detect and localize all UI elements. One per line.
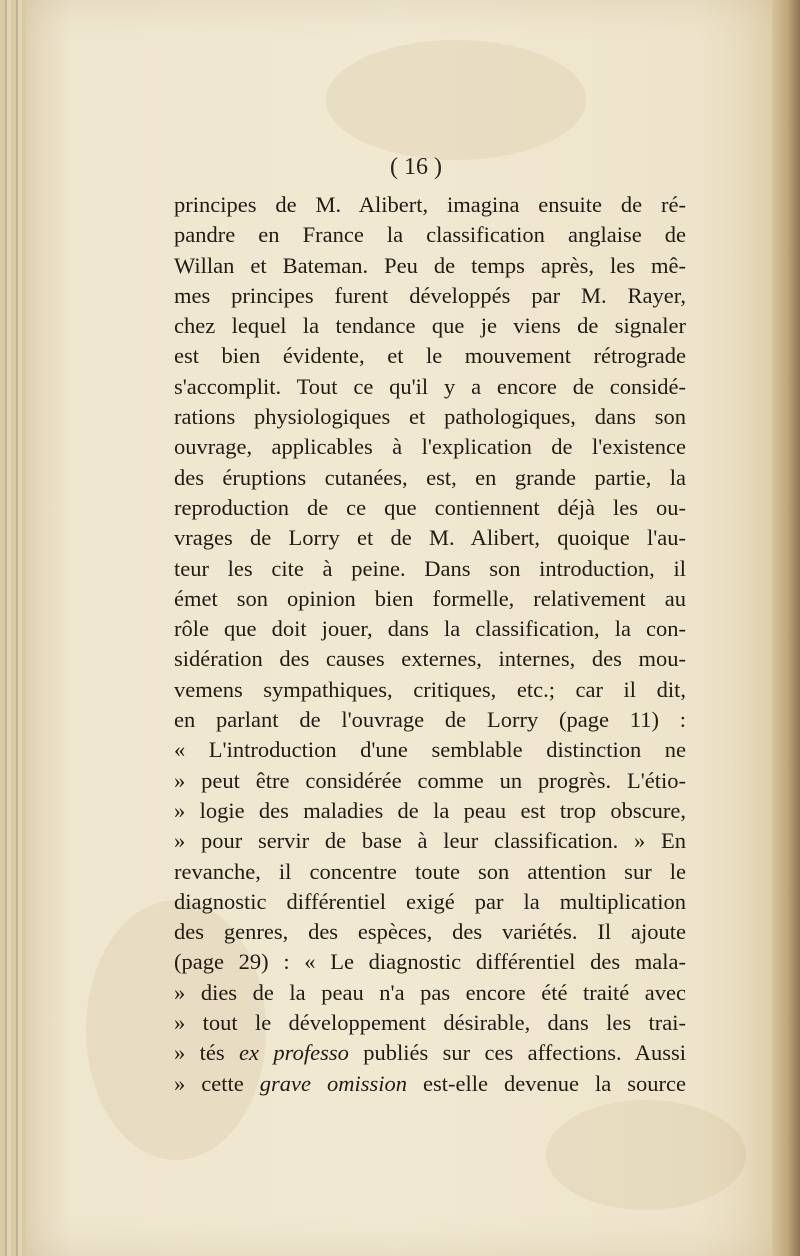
page-stack-edge-right bbox=[772, 0, 800, 1256]
text-segment: » cette bbox=[174, 1070, 260, 1096]
text-line: sidération des causes externes, internes, des mou- bbox=[174, 646, 686, 672]
italic-phrase: grave omission bbox=[259, 1070, 408, 1096]
text-line-with-italic bbox=[174, 1069, 686, 1099]
text-line: » dies de la peau n'a pas encore été traité avec bbox=[174, 979, 686, 1005]
page-number: ( 16 ) bbox=[390, 154, 442, 180]
text-line: Willan et Bateman. Peu de temps après, les mê- bbox=[174, 252, 686, 278]
paper-stain bbox=[546, 1100, 746, 1210]
text-line: teur les cite à peine. Dans son introduction, il bbox=[174, 555, 686, 581]
text-line: en parlant de l'ouvrage de Lorry (page 11) : bbox=[174, 707, 686, 733]
text-line: reproduction de ce que contiennent déjà les ou- bbox=[174, 494, 686, 520]
text-line-with-italic bbox=[174, 1038, 686, 1068]
text-line: ouvrage, applicables à l'explication de l'existence bbox=[174, 434, 686, 460]
text-line: » logie des maladies de la peau est trop obscure, bbox=[174, 797, 686, 823]
paper-stain bbox=[326, 40, 586, 160]
text-line: revanche, il concentre toute son attention sur le bbox=[174, 858, 686, 884]
text-segment: » tés bbox=[174, 1040, 240, 1066]
text-line: mes principes furent développés par M. Rayer, bbox=[174, 282, 686, 308]
text-line: est bien évidente, et le mouvement rétrograde bbox=[174, 343, 686, 369]
text-line: » pour servir de base à leur classification. » En bbox=[174, 828, 686, 854]
text-line: rations physiologiques et pathologiques, dans son bbox=[174, 404, 686, 430]
body-text bbox=[174, 190, 686, 1099]
text-line: vemens sympathiques, critiques, etc.; car il dit, bbox=[174, 676, 686, 702]
text-segment: publiés sur ces affections. Aussi bbox=[348, 1040, 686, 1066]
text-line: diagnostic différentiel exigé par la multiplication bbox=[174, 888, 686, 914]
text-line: s'accomplit. Tout ce qu'il y a encore de considé- bbox=[174, 373, 686, 399]
text-line: (page 29) : « Le diagnostic différentiel des mala- bbox=[174, 949, 686, 975]
text-line: » peut être considérée comme un progrès. L'étio- bbox=[174, 767, 686, 793]
text-line: des éruptions cutanées, est, en grande partie, la bbox=[174, 464, 686, 490]
text-line: rôle que doit jouer, dans la classification, la con- bbox=[174, 616, 686, 642]
text-line: principes de M. Alibert, imagina ensuite de ré- bbox=[174, 192, 686, 217]
text-line: émet son opinion bien formelle, relativement au bbox=[174, 585, 686, 611]
text-line: » tout le développement désirable, dans les trai- bbox=[174, 1010, 686, 1036]
italic-phrase: ex professo bbox=[239, 1040, 349, 1066]
text-line: pandre en France la classification anglaise de bbox=[174, 222, 686, 248]
text-segment: est-elle devenue la source bbox=[407, 1070, 686, 1096]
text-line: chez lequel la tendance que je viens de signaler bbox=[174, 313, 686, 339]
text-line: des genres, des espèces, des variétés. Il ajoute bbox=[174, 919, 686, 945]
text-line: « L'introduction d'une semblable distinction ne bbox=[174, 737, 686, 763]
text-line: vrages de Lorry et de M. Alibert, quoique l'au- bbox=[174, 525, 686, 551]
